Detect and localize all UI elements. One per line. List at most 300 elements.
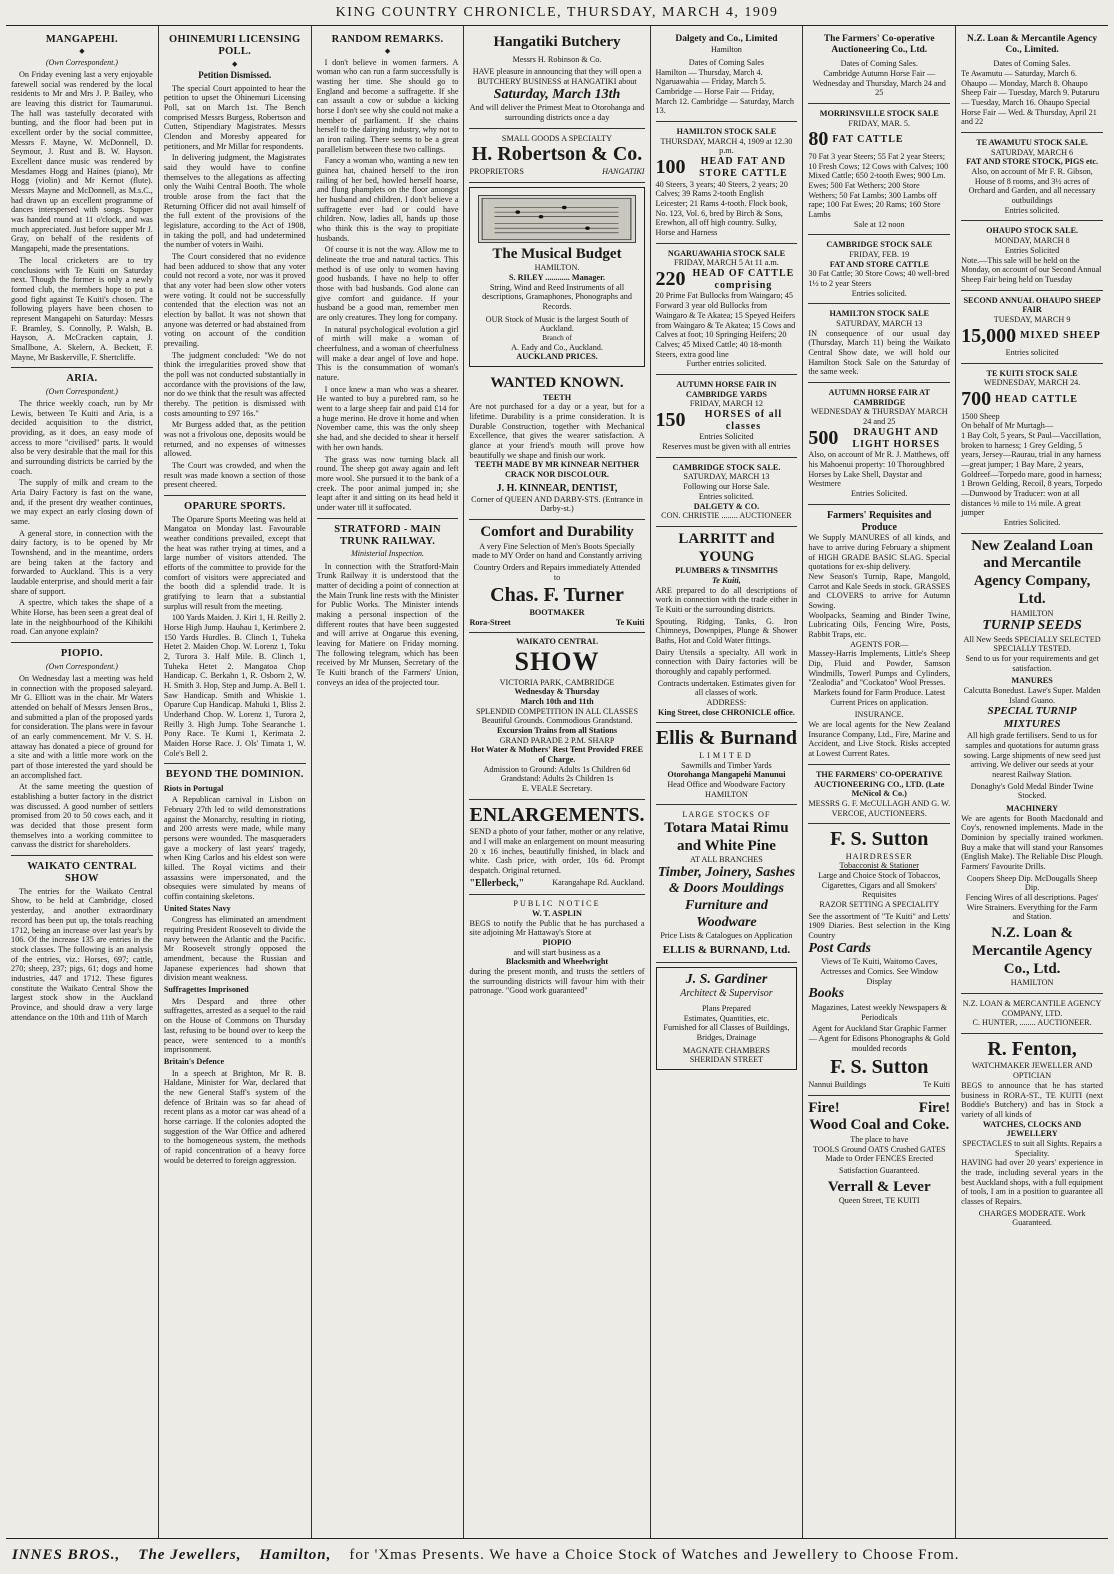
nz-sale3: SECOND ANNUAL OHAUPO SHEEP FAIR [963,295,1101,315]
dalgety-n2: 220 [655,267,686,290]
nz-binder: Donaghy's Gold Medal Binder Twine Stocked. [970,781,1094,801]
waikato-show-p1: The entries for the Waikato Central Show, to be held at Cambridge, closed yesterday, and another extraordinary record has been put up, the totals reaching 1712, being an increase over last year's by 106. Of the increase 135 are entries in the stock classes. The following is an analysis of the entries, viz.: Horses, 697; cattle, 270; sheep, 237; pigs, 61; dogs and home industries, 447 and 1712. These figures constitute the Waikato Central Show the largest stock show in the Auckland Province, and should draw a very large attendance on the 10th and 11th of March [11,886,153,1022]
column-3 [312,26,465,1538]
ellis-office: Head Office and Woodware Factory HAMILTON [667,779,786,799]
divider [164,763,306,764]
random-heading: RANDOM REMARKS. [331,34,444,45]
random-p3: Of course it is not the way. Allow me to delineate the true and natural tactics. This method is of use only to women having good husbands. I have no help to offer those with bad husbands. God alone can give comfort and guidance. If your husband be a good man, remember men are only creatures. They long for company. [316,245,459,323]
butchery-ad [469,30,644,183]
nz-entries: Entries solicited. [1004,205,1060,215]
show-secretary: E. VEALE Secretary. [521,784,593,793]
farmers-sale1-date: FRIDAY, MAR. 5. [848,118,911,128]
fire-title: Wood Coal and Coke. [809,1117,950,1134]
notice-text2: and will start business as a [513,947,601,957]
turner-title: Comfort and Durability [480,523,634,540]
licensing-p1: The special Court appointed to hear the petition to upset the Ohinemuri Licensing Poll, sat on March 1st. The Bench comprised Messrs Burgess, Robertson and Cutten, Stipendiary Magistrates. Messrs Clendon and Moresby appeared for petitioners, and Mr Millar for respondents. [163,83,306,151]
fire-firm: Verrall & Lever [827,1178,931,1195]
footer-tagline: The Jewellers, [138,1547,242,1563]
piopio-byline: (Own Correspondent.) [45,661,118,671]
sutton-text: Large and Choice Stock of Tobaccos, Cigarettes, Cigars and all Smokers' Requisites [818,871,941,900]
notice-name: W. T. ASPLIN [532,909,582,919]
ellis-title: Ellis & Burnand [655,727,798,750]
teeth-dentist: J. H. KINNEAR, DENTIST, [496,482,618,494]
budget-branch: Branch of [542,332,572,342]
gardiner-chambers: MAGNATE CHAMBERS [682,1045,770,1055]
larritt-title: LARRITT and YOUNG [678,530,775,565]
show-tent: Hot Water & Mothers' Rest Tent Provided FREE of Charge. [470,745,644,764]
dominion-sub3: Suffragettes Imprisoned [163,985,249,995]
butchery-prop-label: PROPRIETORS [469,166,524,176]
fire-place: The place to have [850,1134,909,1144]
farmers-noon: Sale at 12 noon [853,219,905,229]
farmers-autumn-date: WEDNESDAY & THURSDAY MARCH 24 and 25 [810,407,948,427]
turner-trade: BOOTMAKER [529,607,585,617]
dalgety-sale1: HAMILTON STOCK SALE [676,126,777,136]
enlarge-text: SEND a photo of your father, mother or any relative, and I will make an enlargement on mount measuring 20 x 16 inches, beautifully finished, in black and white. Cash price, with order, 10s 6d. Prompt despatch. Original returned. [469,827,645,875]
nz-note: Note.—This sale will be held on the Monday, on account of our Second Annual Sheep Fair being held on Tuesday [961,255,1102,284]
fenton-trade: WATCHMAKER JEWELLER AND OPTICIAN [971,1061,1093,1081]
nz-behalf: On behalf of Mr Murtagh— [961,421,1054,431]
licensing-p2: In delivering judgment, the Magistrates said they would have to confine themselves to the allegations as affecting only the Waihi Central Booth. The whole trouble arose from the fact that the Returning Officer did not avail himself of the full extent of the provisions of the legislature, according to the Act of 1908, in taking the poll, and had undetermined the number of voters in Waihi. [163,153,306,250]
farmers-agents-text: Massey-Harris Implements, Little's Sheep Dip, Fluid and Powder, Samson Windmills, Towerl Pumps and Cylinders, "Zealodia" and "Cockatoo" Wool Presses. [808,649,951,688]
enlarge-title: ENLARGEMENTS. [469,803,645,826]
nz-dip: Coopers Sheep Dip. McDougalls Sheep Dip. [966,873,1098,893]
dalgety-sale1-date: THURSDAY, MARCH 4, 1909 at 12.30 p.m. [660,136,793,156]
dominion-heading: BEYOND THE DOMINION. [165,769,304,781]
licensing-p6: The Court was crowded, and when the result was made known a section of those present cheered. [163,461,306,490]
nz-entries4: Entries Solicited. [1003,518,1061,528]
sutton-title: F. S. Sutton [830,828,929,851]
nz-dates: Te Awamutu — Saturday, March 6. Ohaupo — Monday, March 8. Ohaupo Sheep Fair — Tuesday, March 9. Putaruru — Tuesday, March 16. Ohaupo Special Horse Fair — Wed. & Thursday, April 21 and 22 [961,69,1100,127]
farmers-markets: Markets found for Farm Produce. Latest Current Prices on application. [813,688,946,707]
farmers-ins-title: INSURANCE. [854,710,904,720]
dominion-sub4: Britain's Defence [163,1056,225,1066]
farmers-sale3: HAMILTON STOCK SALE [829,309,929,319]
sutton-bldg: Nannui Buildings [808,1079,867,1089]
stratford-p1: In connection with the Stratford-Main Trunk Railway it is understood that the matter of deciding a point of connection at the Main Trunk line rests with the Minister for Public Works. The Minister intends making a personal inspection of the different routes that have been suggested and will arrive at Ongarue this evening, leaving for Matiere on Friday morning. The following telegram, which has been received by Mr Munsen, Secretary of the Te Kuiti branch of the Farmers' Union, conveys an idea of the projected tour. [316,561,459,687]
sutton-pc-text: Views of Te Kuiti, Waitomo Caves, Actresses and Comics. See Window Display [820,957,939,986]
nz-mach-title: MACHINERY [1006,804,1059,814]
music-sheet-illustration-icon [478,195,635,243]
budget-firm: A. Eady and Co., Auckland. [511,342,603,352]
sutton-razor: RAZOR SETTING A SPECIALITY [819,900,940,910]
piopio-p2: At the same meeting the question of establishing a butter factory in the district was discussed. A good number of settlers promised from 20 to 50 cows each, and it was decided that those present form themselves into a working committee to canvass the district for shareholders. [11,782,153,850]
farmers-entries: Entries solicited. [851,288,907,298]
nz-horses: 1 Bay Colt, 5 years, St Paul—Vaccillation, broken to harness; 1 Grey Gelding, 5 years, Jersey—Raurau, trial in any harness—great jumper; 1 Bay Mare, 2 years, Goldreef—Torpedo mare, good in harness; 1 Brown Gelding, Recoil, 8 years, Torpedo—Dunwood by Traducer: won at all distances ½ mile to 1½ mile. A great jumper [961,431,1103,518]
sutton-town: Te Kuiti [923,1079,951,1089]
enlarge-address: Karangahape Rd. Auckland. [552,877,645,887]
dalgety-sale2-date: FRIDAY, MARCH 5 At 11 a.m. [674,258,779,268]
licensing-subheading: Petition Dismissed. [198,70,272,80]
farmers-req-title: Farmers' Requisites and Produce [827,509,932,533]
farmers-n2: 500 [808,426,839,449]
random-p4: In natural psychological evolution a girl of mirth will make a woman of cheerfulness, and a woman of cheerfulness will make a dear angel of love and hope. This is the consummation of woman's nature. [316,324,459,383]
nz-manures: MANURES [1011,676,1053,686]
enlarge-name: "Ellerbeck," [469,877,525,889]
fire-text: TOOLS Ground OATS Crushed GATES Made to Order FENCES Erected [812,1144,946,1164]
stratford-heading: STRATFORD - MAIN TRUNK RAILWAY. [334,523,441,547]
nz-mixtures-text: All high grade fertilisers. Send to us for samples and quotations for autumn grass sowing. Large shipments of new seed just arriving. We deliver our seeds at your nearest Railway Station. [963,731,1101,780]
butchery-title: Hangatiki Butchery [493,34,621,50]
butchery-firm: Messrs H. Robinson & Co. [512,54,602,64]
dalgety-sale1-list: 40 Steers, 3 years; 40 Steers, 2 years; 20 Calves; 39 Rams 2-tooth English Leicester; 21 Rams 4-tooth. Flock book, No. 123, Vol. 6, bred by Birch & Sons, Erewhon, all off high country. Sulky, Horse and Harness [655,179,788,237]
dalgety-title: Dalgety and Co., Limited [675,34,778,44]
butchery-date: Saturday, March 13th [493,86,621,102]
fire-addr: Queen Street, TE KUITI [838,1196,920,1206]
separator-icon: ◆ [384,47,391,56]
musical-budget-ad [469,187,644,368]
farmers-auct: MESSRS G. F. McCULLAGH AND G. W. VERCOE, AUCTIONEERS. [808,798,951,818]
show-grandstand: Grandstand: Adults 2s Children 1s [500,774,614,784]
dalgety-sale3-date: SATURDAY, MARCH 13 [683,472,770,482]
fenton-items: WATCHES, CLOCKS AND JEWELLERY [982,1119,1082,1139]
budget-manager: S. RILEY ............ Manager. [508,272,606,282]
sutton-trade: HAIRDRESSER [845,851,913,861]
ellis-ad [656,723,798,962]
larritt-text: ARE prepared to do all descriptions of work in connection with the trade either in Te Kuiti or the surrounding districts. [655,585,798,614]
fire-ad [808,1096,950,1211]
sutton-agent: Agent for Auckland Star Graphic Farmer — Agent for Edisons Phonographs & Gold moulded records [808,1024,950,1053]
teeth-title: WANTED KNOWN. [490,375,624,392]
nz-n2: 700 [961,388,992,411]
larritt-address: King Street, close CHRONICLE office. [658,707,795,717]
turner-town: Te Kuiti [615,617,645,627]
teeth-address: Corner of QUEEN AND DARBY-STS. (Entrance in Darby-st.) [471,494,643,514]
divider [11,642,153,643]
dalgety-ad [656,30,798,527]
ellis-limited: LIMITED [699,750,754,760]
sutton-pc-title: Post Cards [808,940,871,956]
larritt-town: Te Kuiti, [712,575,741,585]
divider [317,518,459,519]
show-venue: VICTORIA PARK, CAMBRIDGE [499,677,615,687]
dominion-p1: A Republican carnival in Lisbon on February 27th led to wild demonstrations against the Monarchy, resulting in rioting, and 200 arrests were made, while many persons were wounded. The masqueraders gave a mockery of last years' tragedy, when King Carlos and his eldest son were killed. The Royal victims and their assassins were impersonated, and the obsequies were simulated by means of coffin containing skeletons. [163,795,306,902]
aria-p4: A spectre, which takes the shape of a White Horse, has been seen a great deal of late in the neighbourhood of the Kihikihi road. Can anyone explain? [11,598,153,637]
dalgety-place: Hamilton [710,45,742,55]
farmers-fat: FAT AND STORE CATTLE [829,259,929,269]
nz-dates-title: Dates of Coming Sales. [993,59,1071,69]
footer-text: for 'Xmas Presents. We have a Choice Stock of Watches and Jewellery to Choose From. [349,1547,960,1563]
masthead-title: KING COUNTRY CHRONICLE, THURSDAY, MARCH 4, 1909 [335,4,779,20]
fire-word-2: Fire! [918,1099,951,1116]
column-5 [651,26,804,1538]
farmers-also: Also, on account of Mr R. J. Matthews, off his Mahoenui property: 10 Thoroughbred Horses by Lake Shell, Daystar and Westmere [808,450,950,489]
nz-place2: HAMILTON [1010,608,1054,618]
nz-n1-label: MIXED SHEEP [1020,330,1101,342]
nz-sale1-date: SATURDAY, MARCH 6 [991,147,1074,157]
butchery-place: HANGATIKI [602,166,645,176]
ellis-price: Price Lists & Catalogues on Application [660,931,793,941]
licensing-p5: Mr Burgess added that, as the petition was not a frivolous one, deposits would be returned, and no expenses of witnesses allowed. [163,420,306,459]
mangapehi-heading: MANGAPEHI. [45,34,118,45]
nz-mixtures: SPECIAL TURNIP MIXTURES [987,705,1077,731]
teeth-text: Are not purchased for a day or a year, but for a lifetime. Durability is a prime consideration. It is Durable Construction, together with Mechanical Excellence, that gives the wearer satisfaction. A glance at your friend's mouth will prove how beautifully we shape and finish our work. [469,402,645,460]
farmers-entries2: Entries Solicited. [851,489,908,499]
footer-firm: INNES BROS., [12,1547,121,1563]
licensing-heading: OHINEMURI LICENSING POLL. [169,34,301,58]
nz-place3: HAMILTON [1010,978,1054,988]
farmers-title: The Farmers' Co-operative Auctioneering Co., Ltd. [823,34,935,56]
farmers-dates-title: Dates of Coming Sales. [840,59,918,69]
divider [11,367,153,368]
columns [6,26,1108,1538]
notice-place: PIOPIO [542,938,572,948]
nz-sale2: OHAUPO STOCK SALE. [986,226,1079,236]
footer-banner [6,1538,1108,1572]
fenton-exp: HAVING had over 20 years' experience in the trade, including several years in the best Auckland shops, with a full equipment of tools, I am in a position to guarantee all classes of Repairs. [961,1158,1103,1206]
farmers-firm: THE FARMERS' CO-OPERATIVE AUCTIONEERING CO., LTD. (Late McNicol & Co.) [814,769,945,799]
aria-p1: The thrice weekly coach, run by Mr Lewis, between Te Kuiti and Aria, is a decided acquisition to the district, providing, as it does, an easy mode of access to more "civilised" parts. It would also be very desirable that the mail for this and surrounding districts be carried by the coach. [11,399,153,476]
larritt-text3: Dairy Utensils a specialty. All work in connection with Dairy factories will be thoroughly and capably performed. [655,647,798,676]
nz-title: N.Z. Loan & Mercantile Agency Co., Limited. [967,34,1098,56]
fenton-charges: CHARGES MODERATE. Work Guaranteed. [978,1208,1086,1228]
nz-entries3: Entries solicited [1005,348,1059,358]
dalgety-entries: Entries Solicited [699,432,754,442]
fire-word-1: Fire! [808,1099,840,1116]
farmers-ad [808,30,950,824]
piopio-heading: PIOPIO. [60,648,103,660]
budget-title: The Musical Budget [492,245,622,262]
dominion-sub2: United States Navy [163,903,231,913]
ellis-places: Otorohanga Mangapehi Manunui [667,770,786,780]
farmers-n1: 80 [808,128,829,151]
column-1 [6,26,159,1538]
turner-orders: Country Orders and Repairs immediately Attended to [473,562,641,582]
show-comp: SPLENDID COMPETITION IN ALL CLASSES [475,706,639,716]
nz-sale2-date: MONDAY, MARCH 8 [994,236,1070,246]
dalgety-n1-label: HEAD FAT AND STORE CATTLE [699,155,788,179]
divider [164,495,306,496]
ellis-branches: AT ALL BRANCHES [690,855,763,865]
aria-p3: A general store, in connection with the dairy factory, is to be opened by Mr Townshend, and in the meantime, orders are being taken at the factory and forwarded to Auckland. This is a very laudable enterprise, and should merit a fair share of support. [11,528,153,596]
gardiner-role: Architect & Supervisor [680,988,773,1000]
budget-prices: AUCKLAND PRICES. [516,352,598,362]
nz-seeds: All New Seeds SPECIALLY SELECTED SPECIALLY TESTED. [963,634,1101,654]
sutton-ad [808,824,950,1095]
sutton-text2: See the assortment of "Te Kuiti" and Letts' 1909 Diaries. Best selection in the King Country [808,911,951,941]
notice-text3: during the present month, and trusts the settlers of the surrounding districts will favour him with their patronage. "Good work guaranteed" [469,967,645,996]
turner-name: Chas. F. Turner [490,584,624,607]
mangapehi-p2: The local cricketers are to try conclusions with Te Kuiti on Saturday next. Though the former is only a newly formed club, the members hope to put a good fight against Te Kuiti's chosen. The following players have been chosen to represent Mangapehi on Saturday: Messrs F. Bramley, S. Connolly, P. Walsh, B. Hayson, A. McCracken captain, J. Smallbone, A. Skelern, A. Beckett, F. Mayne, Mr Baskerville, F. Shertcliffe. [11,255,153,362]
random-p5: I once knew a man who was a shearer. He wanted to buy a purebred ram, so he went to a large sheep fair and paid £14 for a huge merino. He drove it home and when November came, this was the only sheep she had, and she decided to shear it herself with her own hands. [316,384,459,452]
farmers-sale2: CAMBRIDGE STOCK SALE [826,240,933,250]
dalgety-n1: 100 [655,155,686,178]
teeth-ad [469,371,644,520]
divider [11,855,153,856]
dalgety-dates-title: Dates of Coming Sales [688,57,765,67]
fire-sat: Satisfaction Guaranteed. [839,1165,920,1175]
nz-manures-list: Calcutta Bonedust. Lawe's Super. Malden Island Guano. [963,686,1101,705]
nz-turnip: TURNIP SEEDS [982,618,1082,634]
farmers-list2: 30 Fat Cattle; 30 Store Cows; 40 well-bred 1½ to 2 year Steers [808,269,950,289]
aria-byline: (Own Correspondent.) [45,386,118,396]
dalgety-further: Further entries solicited. [686,359,767,369]
notice-text: BEGS to notify the Public that he has purchased a site adjoining Mr Hattaway's Store at [469,918,645,938]
column-6 [803,26,956,1538]
nz-sale1: TE AWAMUTU STOCK SALE. [976,138,1088,148]
larritt-ad [656,527,798,723]
nz-firm3: N.Z. LOAN & MERCANTILE AGENCY COMPANY, LTD. [962,998,1102,1018]
public-notice-ad [469,895,644,1001]
show-parade: GRAND PARADE 2 P.M. SHARP [499,735,615,745]
farmers-autumn: AUTUMN HORSE FAIR AT CAMBRIDGE [828,388,930,407]
dominion-p2: Congress has eliminated an amendment requiring President Roosevelt to divide the navy between the Atlantic and the Pacific. Mr Roosevelt strongly opposed the amendment, because the Russian and Japanese experiences had shown that division meant weakness. [163,915,306,983]
turner-ad [469,520,644,633]
dalgety-dates: Hamilton — Thursday, March 4. Ngaruawahia — Friday, March 5. Cambridge — Horse Fair — Friday, March 12. Cambridge — Saturday, March 13. [655,67,794,116]
mangapehi-byline: (Own Correspondent.) [45,57,118,67]
dalgety-autumn-date: FRIDAY, MARCH 12 [689,399,763,409]
budget-place: HAMILTON. [534,263,580,273]
budget-text2: OUR Stock of Music is the largest South of Auckland. [485,314,629,334]
show-ad [469,633,644,799]
gardiner-est: Estimates, Quantities, etc. [683,1013,770,1023]
show-dates: March 10th and 11th [520,696,594,706]
larritt-trade: PLUMBERS & TINSMITHS [675,566,778,576]
show-trains: Excursion Trains from all Stations [496,725,618,735]
larritt-text2: Spouting, Ridging, Tanks, G. Iron Chimneys, Downpipes, Plunge & Shower Baths, Hot and Cold Water fittings. [655,616,798,645]
nz-sheep: 1500 Sheep [961,411,1000,421]
butchery-proprietors: H. Robertson & Co. [471,143,643,166]
piopio-p1: On Wednesday last a meeting was held in connection with the proposed saleyard. Mr G. Elliott was in the chair. Mr Waters attended on behalf of Messrs Jensen Bros., and submitted a plan of the proposed yards for consideration. The plans were in favour of an early commencement. Mr V. S. H. attaway has donated a piece of ground for a site and with a little more work on the part of those interested the yard should be an accomplished fact. [11,673,153,780]
nz-seeds-ad [961,534,1103,1034]
dalgety-sale3: CAMBRIDGE STOCK SALE. [672,462,781,472]
farmers-notice: IN consequence of our usual day (Thursday, March 11) being the Waikato Central Show date, we will hold our Hamilton Stock Sale on the Saturday of the same week. [808,328,951,377]
show-title1: WAIKATO CENTRAL [516,637,598,647]
farmers-n2-label: DRAUGHT AND LIGHT HORSES [852,426,941,450]
farmers-req-text2: New Season's Turnip, Rape, Mangold, Carrot and Kale Seeds in stock. GRASSES and CLOVERS to arrive for Autumn Sowing. [808,572,951,611]
dalgety-following: Following our Horse Sale. [683,482,770,492]
farmers-sale3-date: SATURDAY, MARCH 13 [836,319,923,329]
ellis-footer: ELLIS & BURNAND, Ltd. [662,943,791,956]
ellis-stocks: LARGE STOCKS OF [682,810,771,820]
gardiner-plans: Plans Prepared [701,1003,751,1013]
dalgety-autumn: AUTUMN HORSE FAIR IN CAMBRIDGE YARDS [676,379,777,399]
nz-title3: N.Z. Loan & Mercantile Agency Co., Ltd. [972,925,1093,977]
farmers-list1: 70 Fat 3 year Steers; 55 Fat 2 year Steers; 10 Fresh Cows; 12 Cows with Calves; 100 Mixed Cattle; 650 2-tooth Ewes; 900 Lm. Ewes; 500 Fat Wethers; 200 Store Wethers; 50 Fat Lambs; 300 Lambs off rape; 100 Fat Ewes; 20 Rams; 160 Store Lambs [808,152,949,220]
show-admission: Admission to Ground: Adults 1s Children 6d [483,764,631,774]
dalgety-auctioneer: CON. CHRISTIE ........ AUCTIONEER [661,511,792,521]
farmers-n1-label: FAT CATTLE [832,134,904,146]
budget-text: String, Wind and Reed Instruments of all descriptions, Gramaphones, Phonographs and Records. [482,282,632,311]
teeth-sub: TEETH [542,392,572,402]
separator-icon: ◆ [232,59,238,68]
dominion-p4: In a speech at Brighton, Mr R. B. Haldane, Minister for War, declared that the new General Staff's system of the defence of Britain was so far ahead of recent plans as a motor car was ahead of a horse carriage. If the colonies adopted the suggestion of the War Office and adhered to the homogeneous system, the methods of rapid concentration of a heavy force would be deterred to foreign aggression. [163,1068,306,1165]
nz-fencing: Fencing Wires of all descriptions. Pages' Wire Strainers. Everything for the Farm and Station. [965,893,1099,922]
farmers-req-text: We Supply MANURES of all kinds, and have to arrive during February a shipment of HIGH GRADE BASIC SLAG. Special quotations for ex-ship delivery. [808,533,951,572]
masthead [6,0,1108,26]
random-p6: The grass was now turning black all round. The sheep got away again and left more wool. She pursued it to the bank of a creek. The poor animal jumped in; she leapt after it and sitting on its head held it under water till it suffocated. [316,454,459,512]
nz-entries2: Entries Solicited [1004,245,1060,255]
teeth-made: TEETH MADE BY MR KINNEAR NEITHER CRACK NOR DISCOLOUR. [474,460,640,480]
sutton-title2: F. S. Sutton [830,1056,929,1079]
nz-sale3-date: TUESDAY, MARCH 9 [993,314,1071,324]
dalgety-n3: 150 [655,408,686,431]
stratford-subheading: Ministerial Inspection. [351,549,425,559]
dalgety-n2-label: HEAD OF CATTLE comprising [692,267,795,291]
dominion-p3: Mrs Despard and three other suffragettes, arrested as a sequel to the raid on the House of Commons on Thursday last, refusing to be bound over to keep the peace, were sentenced to a month's imprisonment. [163,996,306,1055]
sutton-books-title: Books [808,986,845,1002]
turner-street: Rora-Street [469,617,511,627]
nz-fat: FAT AND STORE STOCK, PIGS etc. [966,157,1099,167]
column-4 [464,26,650,1538]
nz-mach-text: We are agents for Booth Macdonald and Coy's, renowned implements. Made in the Dominion by specially trained workmen. Buy a make that will stand your Ransomes (English Make). The Reliable Disc Plough. Farmers' Favourite Drills. [961,813,1103,872]
ellis-timbers: Totara Matai Rimu and White Pine [664,819,789,854]
dalgety-n3-label: HORSES of all classes [704,408,783,432]
farmers-ins-text: We are local agents for the New Zealand Insurance Company, Ltd., Fire, Marine and Accident, and Live Stock. Risks accepted at Lowest Current Rates. [808,720,951,759]
fenton-ad [961,1034,1103,1233]
dalgety-reserves: Reserves must be given with all entries [662,442,791,452]
turner-text: A very Fine Selection of Men's Boots Specially made to MY Order on hand and Constantly arriving [472,541,642,561]
fenton-spec: SPECTACLES to suit all Sights. Repairs a Speciality. [962,1138,1102,1158]
random-p2: Fancy a woman who, wanting a new ten guinea hat, chained herself to the iron railing of her bed, howled herself hoarse, and flung phamplets on the floor amongst her husband and children. I don't believe a suffragette ever had or could have children. Now, ladies all, hands up those who think this is the way to propitiate husbands. [316,156,459,243]
gardiner-furnished: Furnished for all Classes of Buildings, Bridges, Drainage [663,1023,790,1042]
footer-city: Hamilton, [259,1547,332,1563]
enlargements-ad [469,800,644,896]
dalgety-sale2-list: 20 Prime Fat Bullocks from Waingaro; 45 Forward 3 year old Bullocks from Waingaro & Te Akatea; 15 Speyed Heifers from Waingaro & Te Akatea; 15 Cows and Calves at foot; 10 Springing Heifers; 20 Calves; 45 Mixed Cattle; 40 18-month Steers, extra good line [655,291,796,359]
farmers-dates: Cambridge Autumn Horse Fair — Wednesday and Thursday, March 24 and 25 [812,69,946,98]
random-p1: I don't believe in women farmers. A woman who can run a farm successfully is wasting her time. She should go to England and become a suffragette. If she can assault a cow or subdue a kicking horse I don't see why she could not make a member of parliament. If she chains herself to the dairying industry, why not to an iron railing. There seems to be a great parallelism between these two callings. [316,57,459,154]
mangapehi-p1: On Friday evening last a very enjoyable farewell social was rendered by the local residents to Mr and Mrs J. P. Bailey, who are leaving this district for Taumarunui. The hall was tastefully decorated with bunting, and the floor had been put in excellent order by the social committee, Messrs F. Mayne, W. McDonnell, D. Seymour, J. Rust and B. W. Hayson. Excellent dance music was rendered by Mesdames Hogg and Haines (piano), Mr Hogg (violin) and Mr Kernot (flute). Messrs Mayne and McDonnell, as M.s.C., had drawn up an excellent programme of dances interspersed with songs. Supper was handed round at 11 o'clock, and was much appreciated. Just before supper Mr J. Gray, on behalf of the residents of Mangapehi, made the presentations. [11,70,153,254]
oparure-p2: 100 Yards Maiden. J. Kiri 1, H. Reilly 2. Horse High Jump. Hauhau 1, Kerimbere 2. 150 Yards Hurdles. B. Clinch 1, Tuheka Hetet 2. Maiden Chop. W. Lorenz 1, Toku 2, Turora 3. Half Mile. B. Clinch 1, Tuheka Hetet 2. Mangatoa Chop Handicap. C. Berkahn 1, R. Osborn 2, W. H. Smith 3. Hop, Step and Jump. A. Bell 1. Saw Handicap. Smith and Whiskie 1. Oparure Cup Handicap. Mahuki 1, Bliss 2. Underhand Chop. W. Lorenz 1, Turora 2, Reilly 3. High Jump. Tohe Searanche 1. Pony Race. Te Kumi 1, Kerimata 2. Maiden Horse Race. J. Ols' Timata 1, W. Cole's Bell 2. [163,613,306,758]
aria-heading: ARIA. [66,373,98,385]
nz-title2: New Zealand Loan and Mercantile Agency Company, Ltd. [971,537,1093,607]
gardiner-street: SHERIDAN STREET [689,1055,764,1065]
separator-icon: ◆ [79,47,85,56]
dalgety-entries2: Entries solicited. [698,491,754,501]
dalgety-sale2: NGARUAWAHIA STOCK SALE [667,248,786,258]
nz-send: Send to us for your requirements and get satisfaction. [965,654,1099,673]
nz-n2-label: HEAD CATTLE [995,394,1078,406]
notice-trade: Blacksmith and Wheelwright [505,957,609,967]
gardiner-ad [656,967,798,1070]
dalgety-firm: DALGETY & CO. [693,501,760,511]
aria-p2: The supply of milk and cream to the Aria Dairy Factory is fast on the wane, and, if the present dry weather continues, we may expect an early closing down of same. [11,478,153,527]
column-7 [956,26,1108,1538]
farmers-sale2-date: FRIDAY, FEB. 19 [849,250,910,260]
farmers-sale1: MORRINSVILLE STOCK SALE [819,109,939,119]
butchery-text2: And will deliver the Primest Meat to Otorohanga and surrounding districts once a day [469,103,645,122]
nz-sale4-date: WEDNESDAY, MARCH 24. [983,378,1081,388]
waikato-show-heading: WAIKATO CENTRAL SHOW [27,861,137,885]
sutton-books-text: Magazines, Latest weekly Newspapers & Periodicals [811,1002,948,1022]
gardiner-title: J. S. Gardiner [685,971,768,987]
butchery-text: HAVE pleasure in announcing that they will open a BUTCHERY BUSINESS at HANGATIKI about [472,67,642,87]
dominion-sub1: Riots in Portugal [163,783,224,793]
licensing-p4: The judgment concluded: "We do not think the irregularities proved show that the poll was not conducted substantially in accordance with the provisions of the law, nor do we think that the result was affected thereby. The petition is dismissed with costs amounting to £97 16s." [163,350,306,418]
fenton-text: BEGS to announce that he has started business in RORA-ST., TE KUITI (next Boddie's Butchery) and has in Stock a variety of all kinds of [961,1080,1103,1119]
show-days: Wednesday & Thursday [514,687,600,697]
notice-title: PUBLIC NOTICE [513,899,601,909]
nz-sale4: TE KUITI STOCK SALE [986,368,1078,378]
nz-also: Also, on account of Mr F. R. Gibson, House of 8 rooms, and 3½ acres of Orchard and Garden, and all necessary outbuildings [968,167,1096,206]
butchery-specialty: SMALL GOODS A SPECIALTY [501,133,613,143]
farmers-agents: AGENTS FOR— [850,639,909,649]
fenton-title: R. Fenton, [987,1037,1077,1060]
ellis-goods: Timber, Joinery, Sashes & Doors Mouldings Furniture and Woodware [657,864,796,930]
licensing-p3: The Court considered that no evidence had been adduced to show that any voter could not record a vote, nor was it proved that any voter had been slow other voters were voting. It could not be successfully contended that the election was not an election by ballot. It was not shown that anyone was deterred or had abstained from voting on account of the condition prevailing. [163,252,306,349]
show-title2: SHOW [514,646,600,676]
larritt-address-label: ADDRESS: [706,697,747,707]
nz-hunter: C. HUNTER, ........ AUCTIONEER. [972,1018,1092,1028]
show-grounds: Beautiful Grounds. Commodious Grandstand. [481,716,633,726]
nz-loan-ad [961,30,1103,534]
sutton-trade2: Tobacconist & Stationer [839,861,919,871]
oparure-heading: OPARURE SPORTS. [184,501,286,513]
column-2 [159,26,312,1538]
ellis-mills: Sawmills and Timber Yards [681,760,772,770]
farmers-req-text3: Woolpacks, Seaming and Binder Twine, Lubricating Oils, Fencing Wire, Posts, Rabbit Traps, etc. [808,610,951,640]
nz-n1: 15,000 [961,324,1017,347]
